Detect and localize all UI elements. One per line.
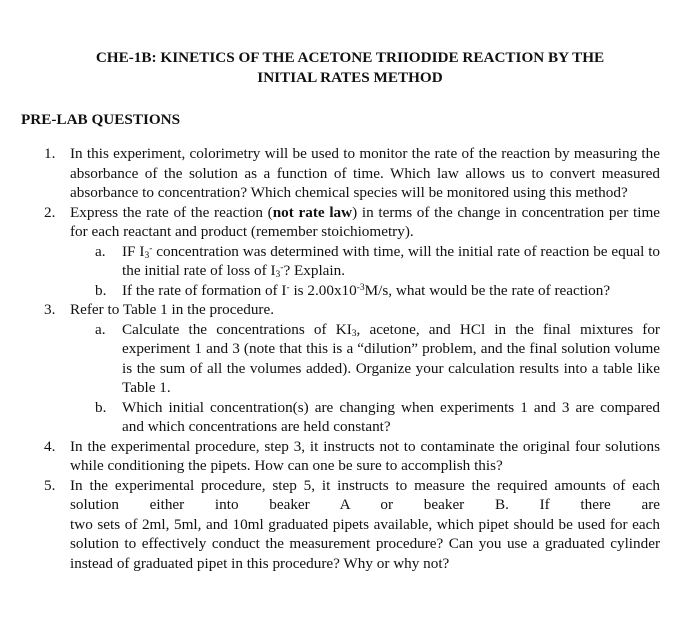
question-text: In the experimental procedure, step 3, it instructs not to contaminate the original four solutions while conditioning the pipets. How can one be sure to accomplish this? bbox=[70, 437, 660, 474]
sub-question-text: IF $I_3^-$ concentration was determined with time, will the initial rate of reaction be equal to the initial rate of loss of $I_3^-$? Explain. bbox=[122, 242, 661, 280]
question-5 bbox=[44, 476, 660, 574]
document-title bbox=[0, 48, 700, 88]
question-text-part-2: two sets of 2ml, 5ml, and 10ml graduated pipets available, which pipet should be used for each solution to effectively conduct the measurement procedure? Can you use a graduated cylinder instead of graduated pipet in this procedure? Why or why not? bbox=[70, 515, 660, 572]
question-3 bbox=[44, 300, 660, 437]
sub-question-text: Calculate the concentrations of $KI_3$, acetone, and HCl in the final mixtures for experiment 1 and 3 (note that this is a “dilution” problem, and the final solution volume is the sum of all the volumes added). Organize your calculation results into a table like Table 1. bbox=[122, 320, 660, 396]
question-3a bbox=[95, 320, 660, 398]
bold-phrase: not rate law bbox=[272, 203, 353, 221]
title-line-2: INITIAL RATES METHOD bbox=[257, 69, 443, 86]
sub-question-list bbox=[95, 242, 661, 301]
sub-question-text: If the rate of formation of I- is $2.00x10^{-3}M/s$, what would be the rate of reaction? bbox=[122, 281, 611, 299]
sub-question-text: Which initial concentration(s) are changing when experiments 1 and 3 are compared and which concentrations are held constant? bbox=[122, 398, 660, 435]
question-3b bbox=[95, 398, 660, 437]
question-number: 3. bbox=[44, 301, 56, 318]
question-4 bbox=[44, 437, 660, 476]
question-list bbox=[44, 144, 661, 573]
title-line-1: CHE-1B: KINETICS OF THE ACETONE TRIIODIDE REACTION BY THE bbox=[95, 49, 605, 66]
question-2b bbox=[95, 281, 660, 301]
question-number: 5. bbox=[44, 476, 56, 494]
question-2a bbox=[95, 242, 661, 281]
sub-question-letter: a. bbox=[95, 320, 106, 338]
question-text-part-1: In the experimental procedure, step 5, it instructs to measure the required amounts of each solution either into beaker A or beaker B. If there are bbox=[70, 476, 660, 513]
sub-question-letter: a. bbox=[95, 242, 106, 260]
sub-question-list bbox=[95, 320, 660, 437]
sub-question-letter: b. bbox=[95, 281, 107, 299]
question-text: Express the rate of the reaction (not rate law) in terms of the change in concentration per time for each reactant and product (remember stoichiometry). bbox=[70, 203, 661, 240]
sub-question-letter: b. bbox=[95, 398, 107, 416]
question-text: In this experiment, colorimetry will be used to monitor the rate of the reaction by measuring the absorbance of the solution as a function of time. Which law allows us to convert measured absorbance to concentration? Which chemical species will be monitored using this method? bbox=[70, 145, 660, 201]
question-text: Refer to Table 1 in the procedure. bbox=[70, 301, 275, 318]
question-2 bbox=[44, 203, 661, 301]
question-1 bbox=[44, 144, 660, 203]
question-number: 4. bbox=[44, 437, 56, 455]
question-number: 1. bbox=[44, 145, 56, 162]
section-title: PRE-LAB QUESTIONS bbox=[21, 111, 181, 128]
question-number: 2. bbox=[44, 203, 56, 221]
